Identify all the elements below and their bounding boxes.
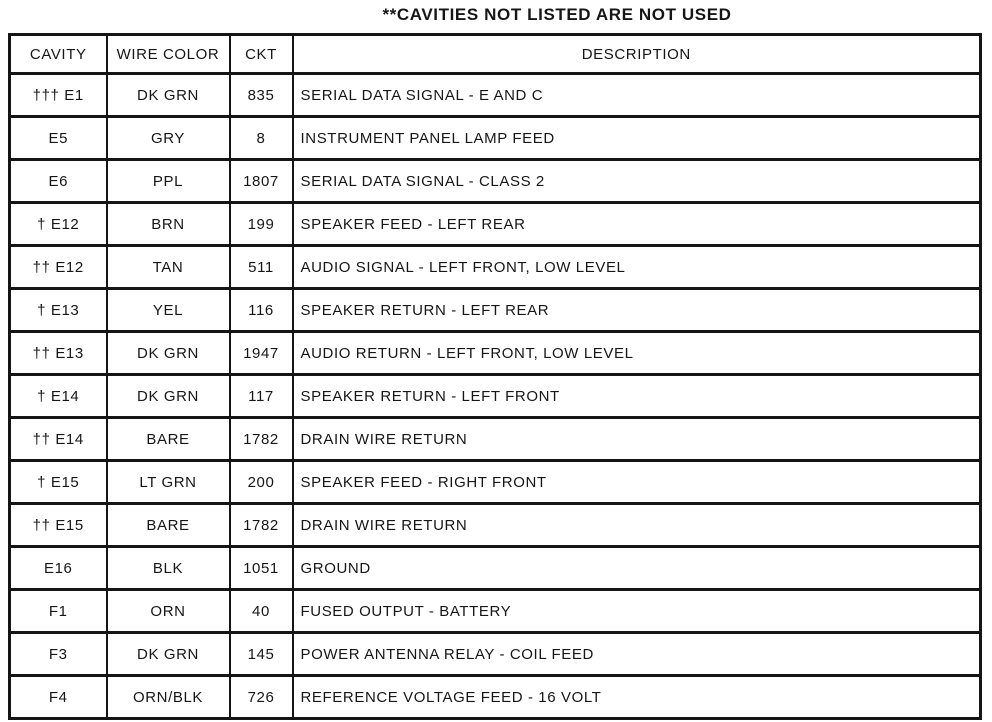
table-row: [10, 246, 981, 289]
cavity-cell: E16: [10, 547, 107, 590]
ckt-cell: 199: [230, 203, 293, 246]
ckt-cell: 8: [230, 117, 293, 160]
wire-color-cell: BRN: [107, 203, 230, 246]
ckt-cell: 117: [230, 375, 293, 418]
description-cell: SERIAL DATA SIGNAL - E AND C: [293, 74, 981, 117]
wire-color-cell: DK GRN: [107, 74, 230, 117]
description-cell: GROUND: [293, 547, 981, 590]
description-cell: POWER ANTENNA RELAY - COIL FEED: [293, 633, 981, 676]
table-row: [10, 418, 981, 461]
cavity-cell: † E15: [10, 461, 107, 504]
cavity-cell: † E14: [10, 375, 107, 418]
cavity-cell: F3: [10, 633, 107, 676]
table-row: [10, 332, 981, 375]
cavity-cell: †† E14: [10, 418, 107, 461]
table-row: [10, 590, 981, 633]
ckt-cell: 726: [230, 676, 293, 719]
wire-color-cell: GRY: [107, 117, 230, 160]
ckt-cell: 200: [230, 461, 293, 504]
wire-color-cell: BLK: [107, 547, 230, 590]
description-cell: AUDIO SIGNAL - LEFT FRONT, LOW LEVEL: [293, 246, 981, 289]
ckt-cell: 511: [230, 246, 293, 289]
table-row: [10, 504, 981, 547]
wire-color-cell: PPL: [107, 160, 230, 203]
table-row: [10, 289, 981, 332]
wire-color-cell: ORN: [107, 590, 230, 633]
column-header-ckt: CKT: [230, 35, 293, 74]
table-body: [10, 74, 981, 719]
cavity-cell: †† E15: [10, 504, 107, 547]
cavity-cell: † E13: [10, 289, 107, 332]
wire-color-cell: BARE: [107, 504, 230, 547]
column-header-cavity: CAVITY: [10, 35, 107, 74]
cavity-table: [8, 33, 982, 720]
description-cell: SPEAKER FEED - LEFT REAR: [293, 203, 981, 246]
ckt-cell: 1947: [230, 332, 293, 375]
column-header-wire-color: WIRE COLOR: [107, 35, 230, 74]
cavity-cell: †† E12: [10, 246, 107, 289]
table-row: [10, 676, 981, 719]
description-cell: FUSED OUTPUT - BATTERY: [293, 590, 981, 633]
ckt-cell: 145: [230, 633, 293, 676]
table-row: [10, 160, 981, 203]
ckt-cell: 40: [230, 590, 293, 633]
table-row: [10, 461, 981, 504]
ckt-cell: 1807: [230, 160, 293, 203]
table-row: [10, 117, 981, 160]
ckt-cell: 835: [230, 74, 293, 117]
cavity-cell: †† E13: [10, 332, 107, 375]
table-row: [10, 203, 981, 246]
wire-color-cell: LT GRN: [107, 461, 230, 504]
table-row: [10, 547, 981, 590]
wire-color-cell: DK GRN: [107, 633, 230, 676]
description-cell: DRAIN WIRE RETURN: [293, 504, 981, 547]
description-cell: DRAIN WIRE RETURN: [293, 418, 981, 461]
ckt-cell: 1051: [230, 547, 293, 590]
description-cell: SPEAKER FEED - RIGHT FRONT: [293, 461, 981, 504]
cavity-cell: † E12: [10, 203, 107, 246]
table-row: [10, 375, 981, 418]
description-cell: AUDIO RETURN - LEFT FRONT, LOW LEVEL: [293, 332, 981, 375]
wire-color-cell: BARE: [107, 418, 230, 461]
cavity-cell: E6: [10, 160, 107, 203]
table-row: [10, 74, 981, 117]
table-row: [10, 633, 981, 676]
wire-color-cell: YEL: [107, 289, 230, 332]
table-header: [10, 35, 981, 74]
cavity-cell: E5: [10, 117, 107, 160]
description-cell: SPEAKER RETURN - LEFT REAR: [293, 289, 981, 332]
ckt-cell: 1782: [230, 418, 293, 461]
description-cell: REFERENCE VOLTAGE FEED - 16 VOLT: [293, 676, 981, 719]
wire-color-cell: TAN: [107, 246, 230, 289]
description-cell: SERIAL DATA SIGNAL - CLASS 2: [293, 160, 981, 203]
wire-color-cell: DK GRN: [107, 332, 230, 375]
ckt-cell: 1782: [230, 504, 293, 547]
cavity-cell: F1: [10, 590, 107, 633]
wire-color-cell: ORN/BLK: [107, 676, 230, 719]
page-title: **CAVITIES NOT LISTED ARE NOT USED: [382, 5, 732, 24]
header-row: [10, 35, 981, 74]
description-cell: INSTRUMENT PANEL LAMP FEED: [293, 117, 981, 160]
cavity-cell: ††† E1: [10, 74, 107, 117]
column-header-description: DESCRIPTION: [293, 35, 981, 74]
cavity-cell: F4: [10, 676, 107, 719]
ckt-cell: 116: [230, 289, 293, 332]
wire-color-cell: DK GRN: [107, 375, 230, 418]
description-cell: SPEAKER RETURN - LEFT FRONT: [293, 375, 981, 418]
